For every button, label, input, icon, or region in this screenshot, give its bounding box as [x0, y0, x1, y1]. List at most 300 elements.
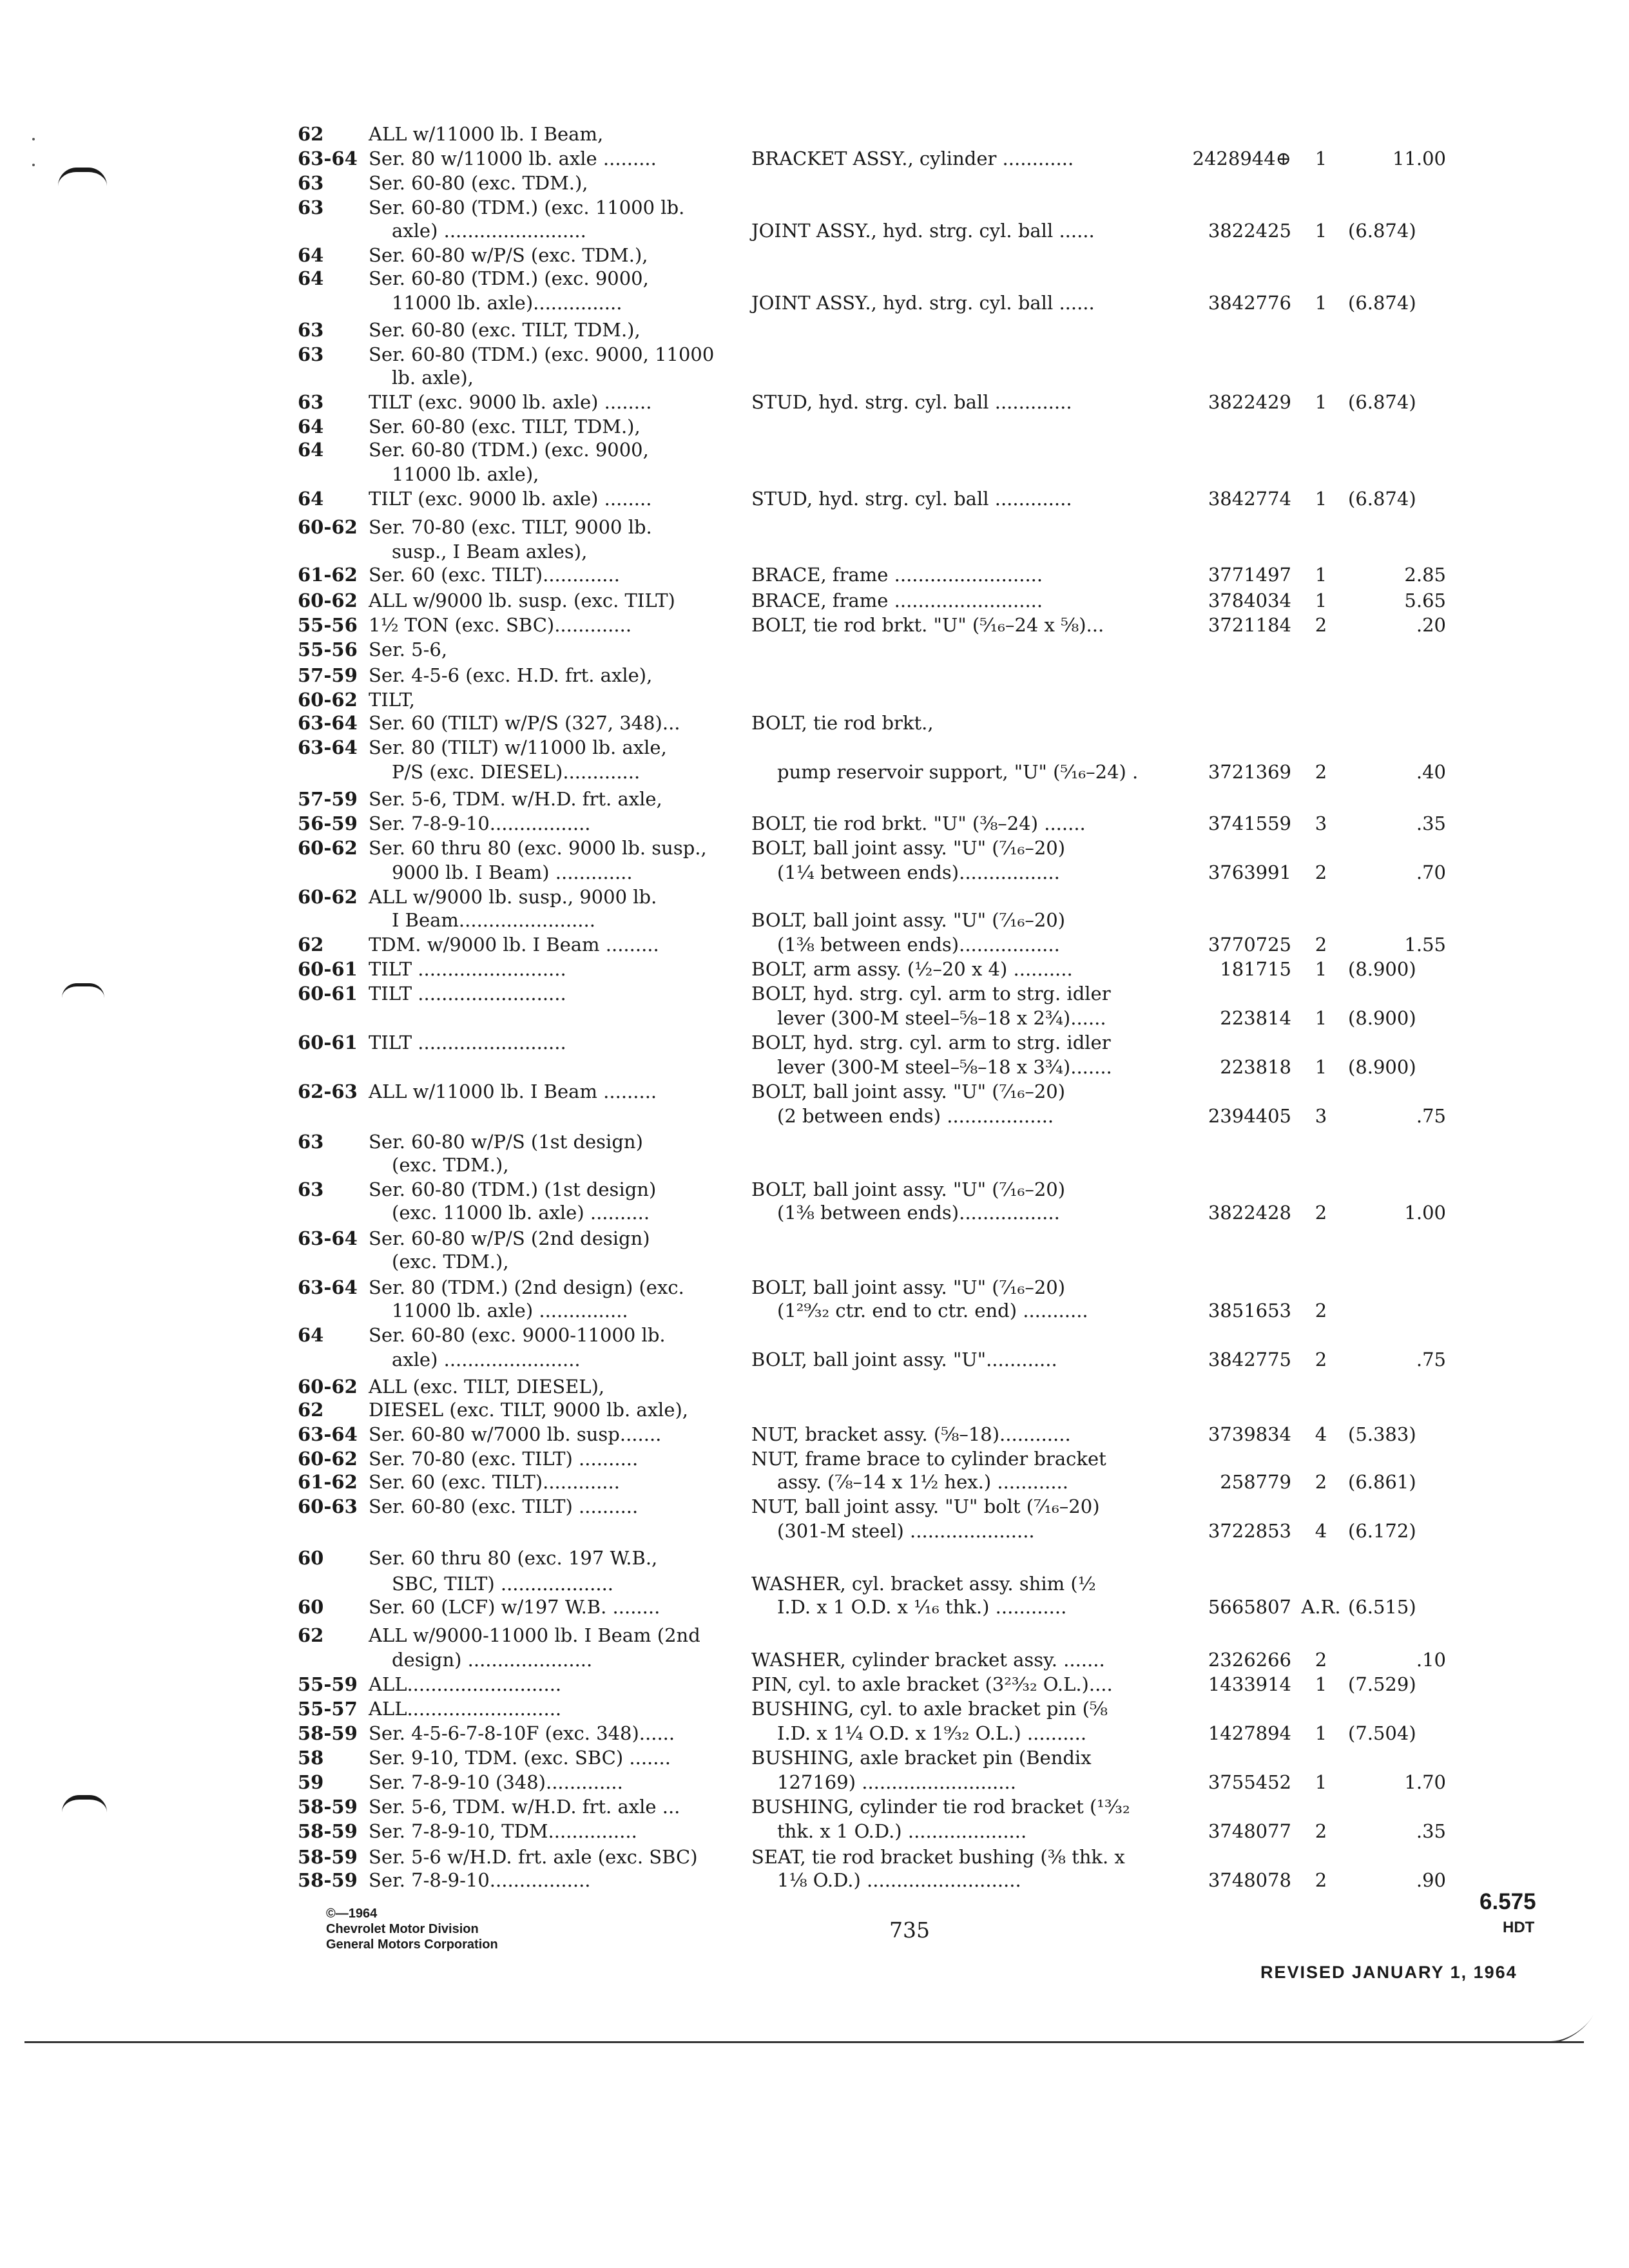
table-row [0, 1546, 1629, 1570]
part-description: lever (300-M steel–⅝–18 x 2¾)...... [777, 1007, 1106, 1029]
part-number: 3822428 [1208, 1202, 1291, 1224]
application: Ser. 60-80 (exc. TDM.), [369, 172, 588, 194]
application: Ser. 60-80 (exc. 9000-11000 lb. [369, 1324, 666, 1346]
price-group: (7.504) [1348, 1722, 1416, 1744]
application: ALL w/11000 lb. I Beam ......... [369, 1081, 657, 1102]
part-description: BUSHING, cyl. to axle bracket pin (⅝ [751, 1698, 1108, 1720]
quantity: 2 [1315, 1820, 1327, 1842]
part-description: I.D. x 1 O.D. x ¹⁄₁₆ thk.) ............ [777, 1596, 1067, 1618]
copyright-division: Chevrolet Motor Division [326, 1922, 479, 1936]
year-range: 60-62 [298, 886, 358, 908]
year-range: 56-59 [298, 812, 358, 834]
footer-rule [24, 2041, 1584, 2043]
table-row [0, 1722, 1629, 1745]
price-group: (5.383) [1348, 1423, 1416, 1445]
price-group: (6.861) [1348, 1471, 1416, 1493]
part-description: WASHER, cyl. bracket assy. shim (½ [751, 1573, 1096, 1595]
part-number: 2326266 [1208, 1649, 1291, 1671]
table-row [0, 885, 1629, 909]
year-range: 60-61 [298, 958, 358, 980]
table-row [0, 1697, 1629, 1721]
application: susp., I Beam axles), [392, 541, 588, 562]
application: TILT (exc. 9000 lb. axle) ........ [369, 488, 652, 510]
footer-rule-flourish [1539, 2015, 1594, 2043]
part-number: 3721369 [1208, 761, 1291, 783]
section-number: 6.575 [1480, 1889, 1536, 1914]
table-row [0, 219, 1629, 243]
application: Ser. 70-80 (exc. TILT, 9000 lb. [369, 516, 652, 538]
year-range: 62 [298, 934, 324, 956]
table-row [0, 1031, 1629, 1055]
year-range: 62 [298, 1399, 324, 1421]
application: 1½ TON (exc. SBC)............. [369, 614, 632, 636]
application: Ser. 60-80 (exc. TILT, TDM.), [369, 319, 641, 341]
quantity: 1 [1315, 220, 1327, 242]
application: P/S (exc. DIESEL)............. [392, 761, 641, 783]
part-description: NUT, ball joint assy. "U" bolt (⁷⁄₁₆–20) [751, 1495, 1100, 1517]
part-number: 3822429 [1208, 391, 1291, 413]
table-row [0, 244, 1629, 267]
table-row [0, 463, 1629, 486]
year-range: 63 [298, 343, 324, 365]
application: Ser. 5-6, TDM. w/H.D. frt. axle, [369, 788, 662, 810]
part-number: 1427894 [1208, 1722, 1291, 1744]
part-number: 1433914 [1208, 1673, 1291, 1695]
part-number: 3784034 [1208, 590, 1291, 611]
year-range: 55-57 [298, 1698, 358, 1720]
application: DIESEL (exc. TILT, 9000 lb. axle), [369, 1399, 689, 1421]
part-number: 181715 [1220, 958, 1291, 980]
year-range: 64 [298, 439, 324, 461]
year-range: 58-59 [298, 1820, 358, 1842]
year-range: 60-61 [298, 983, 358, 1004]
year-range: 58 [298, 1747, 324, 1769]
part-description: BOLT, tie rod brkt. "U" (⅜–24) ....... [751, 812, 1086, 834]
price-group: (6.874) [1348, 292, 1416, 314]
year-range: 62-63 [298, 1081, 358, 1102]
copyright-corporation: General Motors Corporation [326, 1937, 498, 1952]
year-range: 60-63 [298, 1495, 358, 1517]
table-row [0, 711, 1629, 735]
table-row [0, 908, 1629, 932]
year-range: 63-64 [298, 736, 358, 758]
table-row [0, 1178, 1629, 1202]
table-row [0, 1104, 1629, 1128]
table-row [0, 1080, 1629, 1104]
quantity: 1 [1315, 1007, 1327, 1029]
table-row [0, 1572, 1629, 1596]
price-group: .40 [1416, 761, 1446, 783]
page-number: 735 [889, 1917, 930, 1943]
copyright-block [326, 1906, 498, 1952]
table-row [0, 515, 1629, 539]
price-group: .35 [1416, 812, 1446, 834]
table-row [0, 1201, 1629, 1225]
price-group: 2.85 [1404, 564, 1446, 586]
quantity: 1 [1315, 292, 1327, 314]
application: Ser. 7-8-9-10 (348)............. [369, 1771, 623, 1793]
part-description: I.D. x 1¼ O.D. x 1⁹⁄₃₂ O.L.) .......... [777, 1722, 1087, 1744]
table-row [0, 1470, 1629, 1494]
application: (exc. 11000 lb. axle) .......... [392, 1202, 650, 1224]
table-row [0, 736, 1629, 760]
year-range: 58-59 [298, 1869, 358, 1891]
price-group: .10 [1416, 1649, 1446, 1671]
part-description: WASHER, cylinder bracket assy. ....... [751, 1649, 1105, 1671]
part-description: BOLT, ball joint assy. "U" (⁷⁄₁₆–20) [751, 1081, 1066, 1102]
application: Ser. 80 w/11000 lb. axle ......... [369, 148, 657, 169]
part-number: 3842774 [1208, 488, 1291, 510]
year-range: 59 [298, 1771, 324, 1793]
part-number: 3739834 [1208, 1423, 1291, 1445]
table-row [0, 563, 1629, 587]
part-number: 3721184 [1208, 614, 1291, 636]
part-description: 127169) .......................... [777, 1771, 1016, 1793]
application: TILT (exc. 9000 lb. axle) ........ [369, 391, 652, 413]
year-range: 64 [298, 1324, 324, 1346]
part-description: (1²⁹⁄₃₂ ctr. end to ctr. end) ........... [777, 1300, 1088, 1321]
table-row [0, 1820, 1629, 1843]
table-row [0, 812, 1629, 836]
table-row [0, 1746, 1629, 1770]
part-description: (2 between ends) .................. [777, 1105, 1054, 1127]
table-row [0, 171, 1629, 195]
part-description: (301-M steel) ..................... [777, 1520, 1035, 1542]
table-row [0, 1130, 1629, 1154]
year-range: 63 [298, 1178, 324, 1200]
year-range: 63 [298, 391, 324, 413]
year-range: 63-64 [298, 1423, 358, 1445]
part-description: STUD, hyd. strg. cyl. ball ............. [751, 488, 1072, 510]
part-description: BRACKET ASSY., cylinder ............ [751, 148, 1074, 169]
application: TILT ......................... [369, 983, 566, 1004]
application: Ser. 5-6 w/H.D. frt. axle (exc. SBC) [369, 1846, 698, 1868]
application: ALL w/11000 lb. I Beam, [369, 123, 604, 145]
application: axle) ....................... [392, 1349, 581, 1370]
application: Ser. 60-80 (TDM.) (exc. 9000, [369, 267, 649, 289]
table-row [0, 1771, 1629, 1794]
year-range: 64 [298, 244, 324, 266]
application: Ser. 5-6, TDM. w/H.D. frt. axle ... [369, 1796, 680, 1818]
part-number: 3741559 [1208, 812, 1291, 834]
part-number: 3771497 [1208, 564, 1291, 586]
year-range: 63-64 [298, 1227, 358, 1249]
price-group: (6.874) [1348, 220, 1416, 242]
table-row [0, 1519, 1629, 1543]
year-range: 60-62 [298, 590, 358, 611]
copyright-year: ©—1964 [326, 1907, 378, 1921]
year-range: 58-59 [298, 1722, 358, 1744]
table-row [0, 836, 1629, 860]
application: Ser. 80 (TDM.) (2nd design) (exc. [369, 1276, 684, 1298]
application: ALL (exc. TILT, DIESEL), [369, 1376, 605, 1398]
table-row [0, 1276, 1629, 1300]
application: ALL w/9000 lb. susp., 9000 lb. [369, 886, 657, 908]
application: Ser. 60 (LCF) w/197 W.B. ........ [369, 1596, 660, 1618]
year-range: 61-62 [298, 1471, 358, 1493]
table-row [0, 1006, 1629, 1030]
part-description: thk. x 1 O.D.) .................... [777, 1820, 1027, 1842]
quantity: 3 [1315, 1105, 1327, 1127]
quantity: 2 [1315, 861, 1327, 883]
table-row [0, 318, 1629, 342]
revision-date: REVISED JANUARY 1, 1964 [1260, 1963, 1518, 1982]
quantity: 1 [1315, 488, 1327, 510]
year-range: 57-59 [298, 788, 358, 810]
table-row [0, 1375, 1629, 1399]
year-range: 62 [298, 1624, 324, 1646]
year-range: 61-62 [298, 564, 358, 586]
quantity: 1 [1315, 958, 1327, 980]
part-description: (1¼ between ends)................. [777, 861, 1060, 883]
table-row [0, 291, 1629, 315]
price-group: (6.515) [1348, 1596, 1416, 1618]
table-row [0, 415, 1629, 439]
application: TDM. w/9000 lb. I Beam ......... [369, 934, 659, 956]
part-description: BOLT, tie rod brkt., [751, 712, 934, 734]
application: 11000 lb. axle), [392, 463, 539, 485]
application: ALL.......................... [369, 1698, 562, 1720]
year-range: 55-56 [298, 639, 358, 660]
price-group: (6.874) [1348, 488, 1416, 510]
table-row [0, 1398, 1629, 1422]
application: Ser. 60-80 (TDM.) (exc. 9000, 11000 [369, 343, 715, 365]
price-group: (8.900) [1348, 1007, 1416, 1029]
year-range: 60 [298, 1547, 324, 1569]
part-description: (1⅜ between ends)................. [777, 1202, 1060, 1224]
price-group: (8.900) [1348, 958, 1416, 980]
table-row [0, 438, 1629, 462]
application: Ser. 7-8-9-10................. [369, 1869, 591, 1891]
price-group: .75 [1416, 1349, 1446, 1370]
part-number: 3722853 [1208, 1520, 1291, 1542]
application: Ser. 60-80 (TDM.) (exc. 11000 lb. [369, 197, 685, 218]
table-row [0, 787, 1629, 811]
quantity: 3 [1315, 812, 1327, 834]
application: Ser. 60-80 (exc. TILT, TDM.), [369, 416, 641, 437]
quantity: 2 [1315, 1300, 1327, 1321]
quantity: 2 [1315, 1471, 1327, 1493]
quantity: 1 [1315, 1722, 1327, 1744]
table-row [0, 638, 1629, 662]
part-description: 1⅛ O.D.) .......................... [777, 1869, 1021, 1891]
table-row [0, 933, 1629, 957]
year-range: 55-59 [298, 1673, 358, 1695]
part-description: assy. (⅞–14 x 1½ hex.) ............ [777, 1471, 1068, 1493]
application: Ser. 60-80 w/P/S (exc. TDM.), [369, 244, 648, 266]
application: lb. axle), [392, 367, 474, 389]
quantity: 1 [1315, 1056, 1327, 1078]
year-range: 60-62 [298, 1376, 358, 1398]
application: Ser. 60-80 w/P/S (2nd design) [369, 1227, 650, 1249]
year-range: 60-62 [298, 689, 358, 711]
quantity: 1 [1315, 391, 1327, 413]
table-row [0, 1227, 1629, 1251]
price-group: .75 [1416, 1105, 1446, 1127]
part-description: BRACE, frame ......................... [751, 564, 1043, 586]
price-group: .35 [1416, 1820, 1446, 1842]
table-row [0, 1845, 1629, 1869]
price-group: 1.00 [1404, 1202, 1446, 1224]
table-row [0, 1055, 1629, 1079]
table-row [0, 147, 1629, 171]
table-row [0, 1495, 1629, 1519]
part-description: BOLT, ball joint assy. "U" (⁷⁄₁₆–20) [751, 837, 1066, 859]
section-code: HDT [1503, 1919, 1535, 1936]
quantity: 1 [1315, 1771, 1327, 1793]
application: Ser. 60-80 (TDM.) (exc. 9000, [369, 439, 649, 461]
application: (exc. TDM.), [392, 1154, 509, 1176]
part-number: 3842776 [1208, 292, 1291, 314]
part-description: lever (300-M steel–⅝–18 x 3¾)....... [777, 1056, 1112, 1078]
table-row [0, 487, 1629, 511]
price-group: .70 [1416, 861, 1446, 883]
part-description: NUT, bracket assy. (⅝–18)............ [751, 1423, 1071, 1445]
table-row [0, 982, 1629, 1006]
part-number: 258779 [1220, 1471, 1291, 1493]
part-description: BOLT, hyd. strg. cyl. arm to strg. idler [751, 1032, 1111, 1053]
part-description: BOLT, ball joint assy. "U" (⁷⁄₁₆–20) [751, 1276, 1066, 1298]
year-range: 58-59 [298, 1796, 358, 1818]
table-row [0, 1624, 1629, 1648]
application: ALL.......................... [369, 1673, 562, 1695]
table-row [0, 613, 1629, 637]
part-number: 3822425 [1208, 220, 1291, 242]
part-description: BOLT, ball joint assy. "U" (⁷⁄₁₆–20) [751, 1178, 1066, 1200]
application: Ser. 60-80 (exc. TILT) .......... [369, 1495, 639, 1517]
application: Ser. 70-80 (exc. TILT) .......... [369, 1448, 639, 1470]
table-row [0, 957, 1629, 981]
quantity: 2 [1315, 1649, 1327, 1671]
table-row [0, 1153, 1629, 1177]
application: Ser. 4-5-6-7-8-10F (exc. 348)...... [369, 1722, 675, 1744]
application: Ser. 60 (exc. TILT)............. [369, 564, 620, 586]
price-group: .90 [1416, 1869, 1446, 1891]
table-row [0, 540, 1629, 564]
part-number: 3842775 [1208, 1349, 1291, 1370]
quantity: 2 [1315, 1202, 1327, 1224]
year-range: 63 [298, 172, 324, 194]
year-range: 60-62 [298, 1448, 358, 1470]
quantity: 2 [1315, 1349, 1327, 1370]
part-number: 3770725 [1208, 934, 1291, 956]
price-group: (6.172) [1348, 1520, 1416, 1542]
price-group: 1.70 [1404, 1771, 1446, 1793]
price-group: (8.900) [1348, 1056, 1416, 1078]
application: Ser. 9-10, TDM. (exc. SBC) ....... [369, 1747, 671, 1769]
part-description: NUT, frame brace to cylinder bracket [751, 1448, 1106, 1470]
application: TILT ......................... [369, 958, 566, 980]
table-row [0, 1673, 1629, 1696]
part-number: 223818 [1220, 1056, 1291, 1078]
application: Ser. 4-5-6 (exc. H.D. frt. axle), [369, 664, 653, 686]
part-description: BOLT, ball joint assy. "U"............ [751, 1349, 1057, 1370]
year-range: 57-59 [298, 664, 358, 686]
year-range: 64 [298, 267, 324, 289]
part-description: SEAT, tie rod bracket bushing (⅜ thk. x [751, 1846, 1125, 1868]
part-description: BOLT, hyd. strg. cyl. arm to strg. idler [751, 983, 1111, 1004]
table-row [0, 267, 1629, 291]
application: Ser. 60 thru 80 (exc. 9000 lb. susp., [369, 837, 707, 859]
year-range: 63-64 [298, 712, 358, 734]
application: Ser. 7-8-9-10................. [369, 812, 591, 834]
year-range: 58-59 [298, 1846, 358, 1868]
table-row [0, 1447, 1629, 1471]
table-row [0, 343, 1629, 367]
price-group: 11.00 [1392, 148, 1446, 169]
part-number: 223814 [1220, 1007, 1291, 1029]
table-row [0, 1423, 1629, 1446]
table-row [0, 366, 1629, 390]
part-description: JOINT ASSY., hyd. strg. cyl. ball ...... [751, 292, 1095, 314]
part-number: 3748078 [1208, 1869, 1291, 1891]
application: axle) ........................ [392, 220, 586, 242]
table-row [0, 589, 1629, 613]
table-row [0, 1348, 1629, 1372]
application: TILT ......................... [369, 1032, 566, 1053]
table-row [0, 1299, 1629, 1323]
quantity: A.R. [1301, 1596, 1341, 1618]
application: 11000 lb. axle)............... [392, 292, 622, 314]
part-number: 5665807 [1208, 1596, 1291, 1618]
table-row [0, 760, 1629, 784]
table-row [0, 1795, 1629, 1819]
quantity: 2 [1315, 614, 1327, 636]
year-range: 60-61 [298, 1032, 358, 1053]
price-group: 5.65 [1404, 590, 1446, 611]
price-group: 1.55 [1404, 934, 1446, 956]
application: SBC, TILT) ................... [392, 1573, 614, 1595]
table-row [0, 688, 1629, 712]
table-row [0, 664, 1629, 687]
quantity: 4 [1315, 1520, 1327, 1542]
part-description: BUSHING, axle bracket pin (Bendix [751, 1747, 1092, 1769]
table-row [0, 1595, 1629, 1619]
part-description: BRACE, frame ......................... [751, 590, 1043, 611]
application: Ser. 60 (TILT) w/P/S (327, 348)... [369, 712, 680, 734]
part-number: 2428944⊕ [1192, 148, 1291, 169]
application: 9000 lb. I Beam) ............. [392, 861, 633, 883]
year-range: 63 [298, 1131, 324, 1153]
price-group: (6.874) [1348, 391, 1416, 413]
price-group: .20 [1416, 614, 1446, 636]
year-range: 60 [298, 1596, 324, 1618]
table-row [0, 122, 1629, 146]
year-range: 63 [298, 197, 324, 218]
part-number: 3748077 [1208, 1820, 1291, 1842]
part-description: STUD, hyd. strg. cyl. ball ............. [751, 391, 1072, 413]
application: Ser. 7-8-9-10, TDM............... [369, 1820, 637, 1842]
quantity: 2 [1315, 934, 1327, 956]
table-row [0, 1869, 1629, 1892]
application: Ser. 60-80 w/P/S (1st design) [369, 1131, 643, 1153]
part-description: PIN, cyl. to axle bracket (3²³⁄₃₂ O.L.).... [751, 1673, 1113, 1695]
quantity: 1 [1315, 590, 1327, 611]
application: Ser. 80 (TILT) w/11000 lb. axle, [369, 736, 667, 758]
year-range: 62 [298, 123, 324, 145]
year-range: 63-64 [298, 148, 358, 169]
application: design) ..................... [392, 1649, 593, 1671]
table-row [0, 861, 1629, 885]
application: Ser. 60-80 w/7000 lb. susp....... [369, 1423, 662, 1445]
part-description: pump reservoir support, "U" (⁵⁄₁₆–24) . [777, 761, 1139, 783]
application: ALL w/9000 lb. susp. (exc. TILT) [369, 590, 675, 611]
part-number: 3763991 [1208, 861, 1291, 883]
year-range: 60-62 [298, 837, 358, 859]
application: TILT, [369, 689, 415, 711]
part-number: 3851653 [1208, 1300, 1291, 1321]
quantity: 4 [1315, 1423, 1327, 1445]
